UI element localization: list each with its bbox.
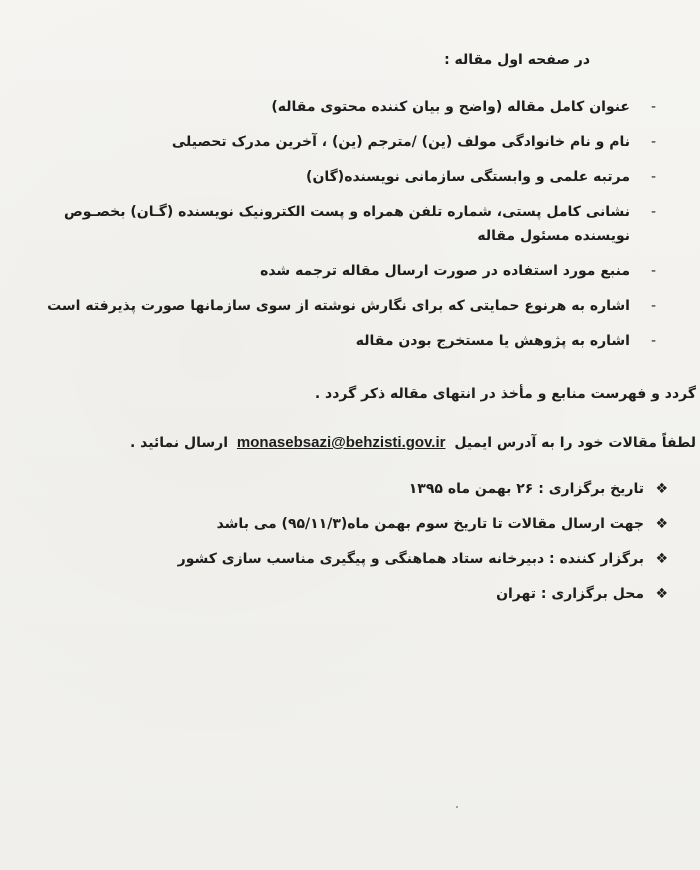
dash-bullet: - <box>650 134 656 150</box>
detail-text: برگزار کننده : دبیرخانه ستاد هماهنگی و پیگیری مناسب سازی کشور <box>177 551 644 567</box>
diamond-bullet-icon: ❖ <box>655 586 668 602</box>
detail-item-deadline <box>170 515 670 533</box>
section-heading: در صفحه اول مقاله : <box>444 52 590 68</box>
detail-text: تاریخ برگزاری : ۲۶ بهمن ماه ۱۳۹۵ <box>408 481 644 497</box>
detail-text: جهت ارسال مقالات تا تاریخ سوم بهمن ماه(۹۵/۱۱/۳) می باشد <box>216 516 644 532</box>
list-item <box>40 98 660 116</box>
requirement-text: منبع مورد استفاده در صورت ارسال مقاله ترجمه شده <box>260 263 630 279</box>
requirement-text: نشانی کامل پستی، شماره تلفن همراه و پست الکترونیک نویسنده (گـان) بخصـوص <box>63 204 630 220</box>
email-instruction-before: لطفاً مقالات خود را به آدرس ایمیل <box>454 435 696 451</box>
sources-note: گردد و فهرست منابع و مأخذ در انتهای مقاله ذکر گردد . <box>314 386 696 402</box>
diamond-bullet-icon: ❖ <box>655 551 668 567</box>
list-item <box>40 168 660 186</box>
detail-item-date <box>170 480 670 498</box>
diamond-bullet-icon: ❖ <box>655 516 668 532</box>
dash-bullet: - <box>650 263 656 279</box>
list-item <box>40 203 660 245</box>
requirement-text: اشاره به پژوهش یا مستخرج بودن مقاله <box>355 333 630 349</box>
detail-item-organizer <box>170 550 670 568</box>
requirement-text: عنوان کامل مقاله (واضح و بیان کننده محتوی مقاله) <box>271 99 630 115</box>
dash-bullet: - <box>650 298 656 314</box>
requirement-text: اشاره به هرنوع حمایتی که برای نگارش نوشته از سوی سازمانها صورت پذیرفته است <box>47 298 630 314</box>
list-item <box>40 133 660 151</box>
event-details-list <box>170 480 670 620</box>
email-instruction <box>130 434 696 451</box>
dash-bullet: - <box>650 169 656 185</box>
requirement-text-continued: نویسنده مسئول مقاله <box>477 228 630 244</box>
scan-speck <box>456 806 458 808</box>
dash-bullet: - <box>650 204 656 220</box>
diamond-bullet-icon: ❖ <box>655 481 668 497</box>
detail-text: محل برگزاری : تهران <box>496 586 644 602</box>
detail-item-venue <box>170 585 670 603</box>
list-item <box>40 332 660 350</box>
requirements-list <box>40 98 660 367</box>
email-link[interactable]: monasebsazi@behzisti.gov.ir <box>236 434 446 451</box>
requirement-text: مرتبه علمی و وابستگی سازمانی نویسنده(گان) <box>306 169 630 185</box>
list-item <box>40 262 660 280</box>
email-instruction-after: ارسال نمائید . <box>129 435 229 451</box>
requirement-text: نام و نام خانوادگی مولف (ین) /مترجم (ین) ، آخرین مدرک تحصیلی <box>171 134 630 150</box>
dash-bullet: - <box>650 99 656 115</box>
dash-bullet: - <box>650 333 656 349</box>
list-item <box>40 297 660 315</box>
